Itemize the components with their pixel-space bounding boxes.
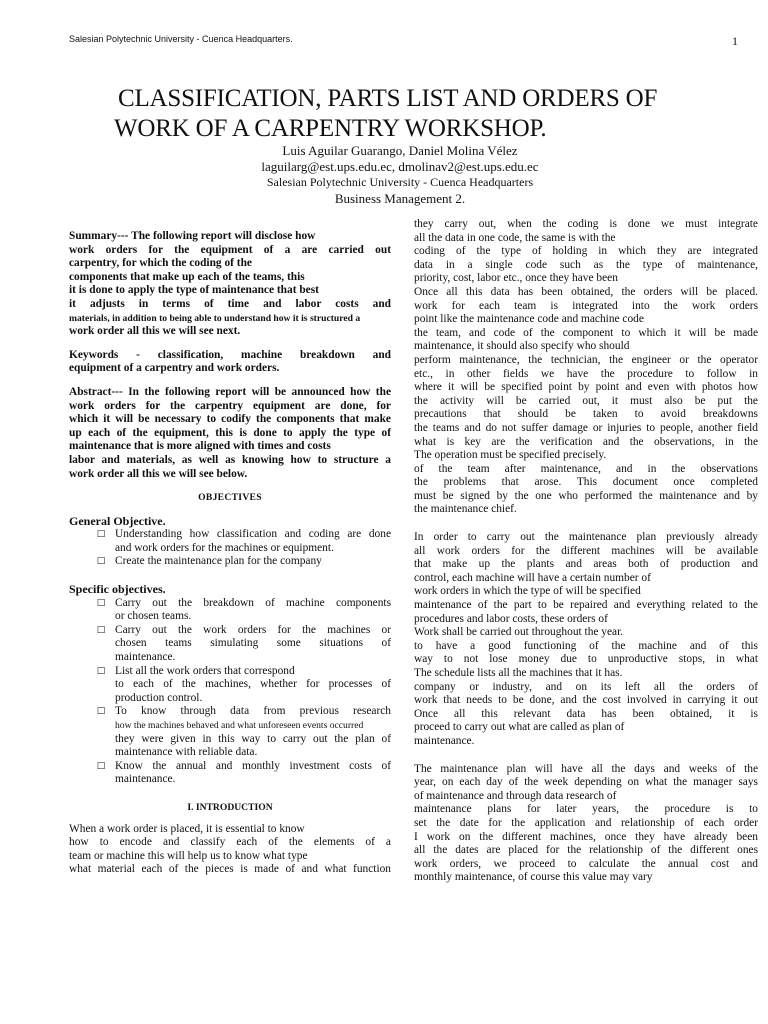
abstract-line: maintenance that is more aligned with times and costs [69,440,331,453]
summary-line: work orders for the equipment of a are carried out [69,243,391,256]
body-line: to have a good functioning of the machine and of this [414,639,758,652]
objective-line: Carry out the breakdown of machine components [115,596,391,609]
body-line: of the team after maintenance, and in the observations [414,462,758,475]
title-line: WORK OF A CARPENTRY WORKSHOP. [114,115,547,142]
body-line: all work orders for the different machines will be available [414,544,758,557]
objective-item [69,705,391,759]
objective-line: maintenance. [115,651,176,664]
objective-text [115,555,391,569]
abstract-line: up each of the equipment, this is done to apply the type of [69,426,391,439]
body-line: all the data in one code, the same is with the [414,231,616,244]
checkbox-bullet-icon: □ [96,597,106,608]
body-line: they carry out, when the coding is done we must integrate [414,218,758,230]
right-column [414,218,758,885]
body-line: maintenance of the part to be repaired and everything related to the [414,599,758,612]
body-line: The maintenance plan will have all the days and weeks of the [414,762,758,775]
body-line: year, on each day of the week depending on what the manager says [414,776,758,789]
summary-line: Summary--- The following report will disclose how [69,230,316,242]
paragraph-work-orders [414,218,758,517]
body-line: coding of the type of holding in which they are integrated [414,245,758,258]
objective-line: chosen teams simulating some situations of [115,637,391,650]
objective-line: Know the annual and monthly investment costs of [115,759,391,772]
body-line: etc., in other fields we have the procedure to follow in [414,367,758,380]
body-line: what is key are the verification and the observations, in the [414,435,758,448]
body-line: proceed to carry out what are called as plan of [414,721,625,734]
objective-line: maintenance. [115,773,176,786]
abstract-line: work order all this we will see below. [69,467,248,480]
keywords-line: equipment of a carpentry and work orders. [69,362,280,375]
summary-block [69,230,391,339]
body-line: the problems that arose. This document once completed [414,476,758,489]
objective-text [115,528,391,555]
introduction-heading: I. INTRODUCTION [187,801,273,813]
objective-text [115,665,391,706]
keywords-line: Keywords - classification, machine breakdown and [69,348,391,361]
body-line: control, each machine will have a certain number of [414,571,651,584]
checkbox-bullet-icon: □ [96,556,106,567]
body-line: the teams and do not suffer damage or injuries to people, another field [414,421,758,434]
specific-objectives-heading: Specific objectives. [69,582,166,597]
introduction-line: team or machine this will help us to know what type [69,849,308,862]
summary-line: it is done to apply the type of maintenance that best [69,284,319,297]
checkbox-bullet-icon: □ [96,529,106,540]
body-line: Work shall be carried out throughout the year. [414,626,624,639]
body-line: procedures and labor costs, these orders of [414,612,608,625]
objective-line: To know through data from previous research [115,705,391,718]
author-emails: laguilarg@est.ups.edu.ec, dmolinav2@est.ups.edu.ec [261,159,539,174]
summary-line: work order all this we will see next. [69,325,241,338]
author-affiliation: Salesian Polytechnic University - Cuenca Headquarters [266,175,534,189]
body-line: data in a single code such as the type of maintenance, [414,258,758,271]
body-line: work that needs to be done, and the cost involved in carrying it out [414,694,758,707]
introduction-line: When a work order is placed, it is essential to know [69,822,305,835]
body-line: way to not lose money due to unproductive stops, in what [414,653,758,666]
left-column [69,230,391,877]
body-line: of maintenance and through data research of [414,789,617,802]
objective-text [115,705,391,759]
abstract-line: which it will be necessary to codify the components that make [69,413,391,426]
paragraph-plan-schedule [414,763,758,885]
body-line: precautions that should be taken to avoid breakdowns [414,408,758,421]
objective-line: production control. [115,691,203,704]
objective-line: List all the work orders that correspond [115,664,295,677]
body-line: maintenance, it should also specify who should [414,340,630,353]
introduction-text [69,823,391,877]
body-line: set the date for the application and relationship of each order [414,816,758,829]
body-line: where it will be specified point by point and even with photos how [414,381,758,394]
specific-objectives-list [69,597,391,787]
body-line: work for each team is integrated into the work orders [414,299,758,312]
objective-item [69,555,391,569]
checkbox-bullet-icon: □ [96,665,106,676]
body-line: monthly maintenance, of course this value may vary [414,871,653,884]
body-line: perform maintenance, the technician, the engineer or the operator [414,353,758,366]
running-header: Salesian Polytechnic University - Cuenca Headquarters. [69,34,293,44]
checkbox-bullet-icon: □ [96,706,106,717]
summary-line: it adjusts in terms of time and labor costs and [69,297,391,310]
objective-line: Carry out the work orders for the machines or [115,623,391,636]
keywords-block [69,349,391,376]
body-line: I work on the different machines, once they have already been [414,830,758,843]
objective-item [69,597,391,624]
checkbox-bullet-icon: □ [96,760,106,771]
objective-text [115,624,391,665]
objective-line: maintenance with reliable data. [115,746,258,759]
abstract-line: Abstract--- In the following report will be announced how the [69,385,391,398]
body-line: the maintenance chief. [414,503,517,516]
objective-text [115,597,391,624]
body-line: point like the maintenance code and machine code [414,313,644,326]
page-number: 1 [732,34,738,48]
body-line: company or industry, and on its left all the orders of [414,680,758,693]
paragraph-maintenance-plan [414,531,758,749]
body-line: that make up the plants and areas both of production and [414,558,758,571]
objective-item [69,665,391,706]
body-line: Once all this data has been obtained, the orders will be placed. [414,285,758,298]
summary-line: components that make up each of the teams, this [69,270,305,283]
objective-text [115,760,391,787]
abstract-block [69,386,391,481]
objective-line: Understanding how classification and coding are done [115,528,391,541]
objective-line: to each of the machines, whether for processes of [115,678,391,691]
objectives-heading: OBJECTIVES [198,492,262,504]
objective-line: and work orders for the machines or equipment. [115,541,334,554]
body-line: The operation must be specified precisely. [414,449,607,462]
general-objective-heading: General Objective. [69,513,166,528]
objective-item [69,624,391,665]
body-line: must be signed by the one who performed the maintenance and by [414,489,758,502]
body-line: Once all this relevant data has been obtained, it is [414,707,758,720]
body-line: work orders, we proceed to calculate the annual cost and [414,857,758,870]
objective-item [69,760,391,787]
checkbox-bullet-icon: □ [96,624,106,635]
author-names: Luis Aguilar Guarango, Daniel Molina Vélez [282,143,518,158]
abstract-line: labor and materials, as well as knowing how to structure a [69,453,391,466]
title-line: CLASSIFICATION, PARTS LIST AND ORDERS OF [118,85,658,112]
objective-line: they were given in this way to carry out the plan of [115,732,391,745]
introduction-line: what material each of the pieces is made of and what function [69,863,391,876]
body-line: work orders in which the type of will be specified [414,585,641,598]
paper-title [100,84,720,144]
body-line: the activity will be carried out, it must also be put the [414,394,758,407]
body-line: all the dates are placed for the relationship of the different ones [414,844,758,857]
objective-line: or chosen teams. [115,610,192,623]
body-line: priority, cost, labor etc., once they have been [414,272,618,285]
objective-item [69,528,391,555]
body-line: The schedule lists all the machines that it has. [414,667,623,679]
objective-line: how the machines behaved and what unforeseen events occurred [115,720,364,731]
body-line: the team, and code of the component to which it will be made [414,326,758,339]
summary-line: carpentry, for which the coding of the [69,257,252,270]
body-line: In order to carry out the maintenance plan previously already [414,531,758,544]
introduction-line: how to encode and classify each of the elements of a [69,836,391,849]
objective-line: Create the maintenance plan for the company [115,555,322,568]
general-objective-list [69,528,391,569]
body-line: maintenance plans for later years, the procedure is to [414,803,758,816]
author-block [0,143,768,207]
author-department: Business Management 2. [334,191,466,206]
body-line: maintenance. [414,734,475,747]
abstract-line: work orders for the carpentry equipment are done, for [69,399,391,412]
summary-line: materials, in addition to being able to understand how it is structured a [69,312,361,324]
